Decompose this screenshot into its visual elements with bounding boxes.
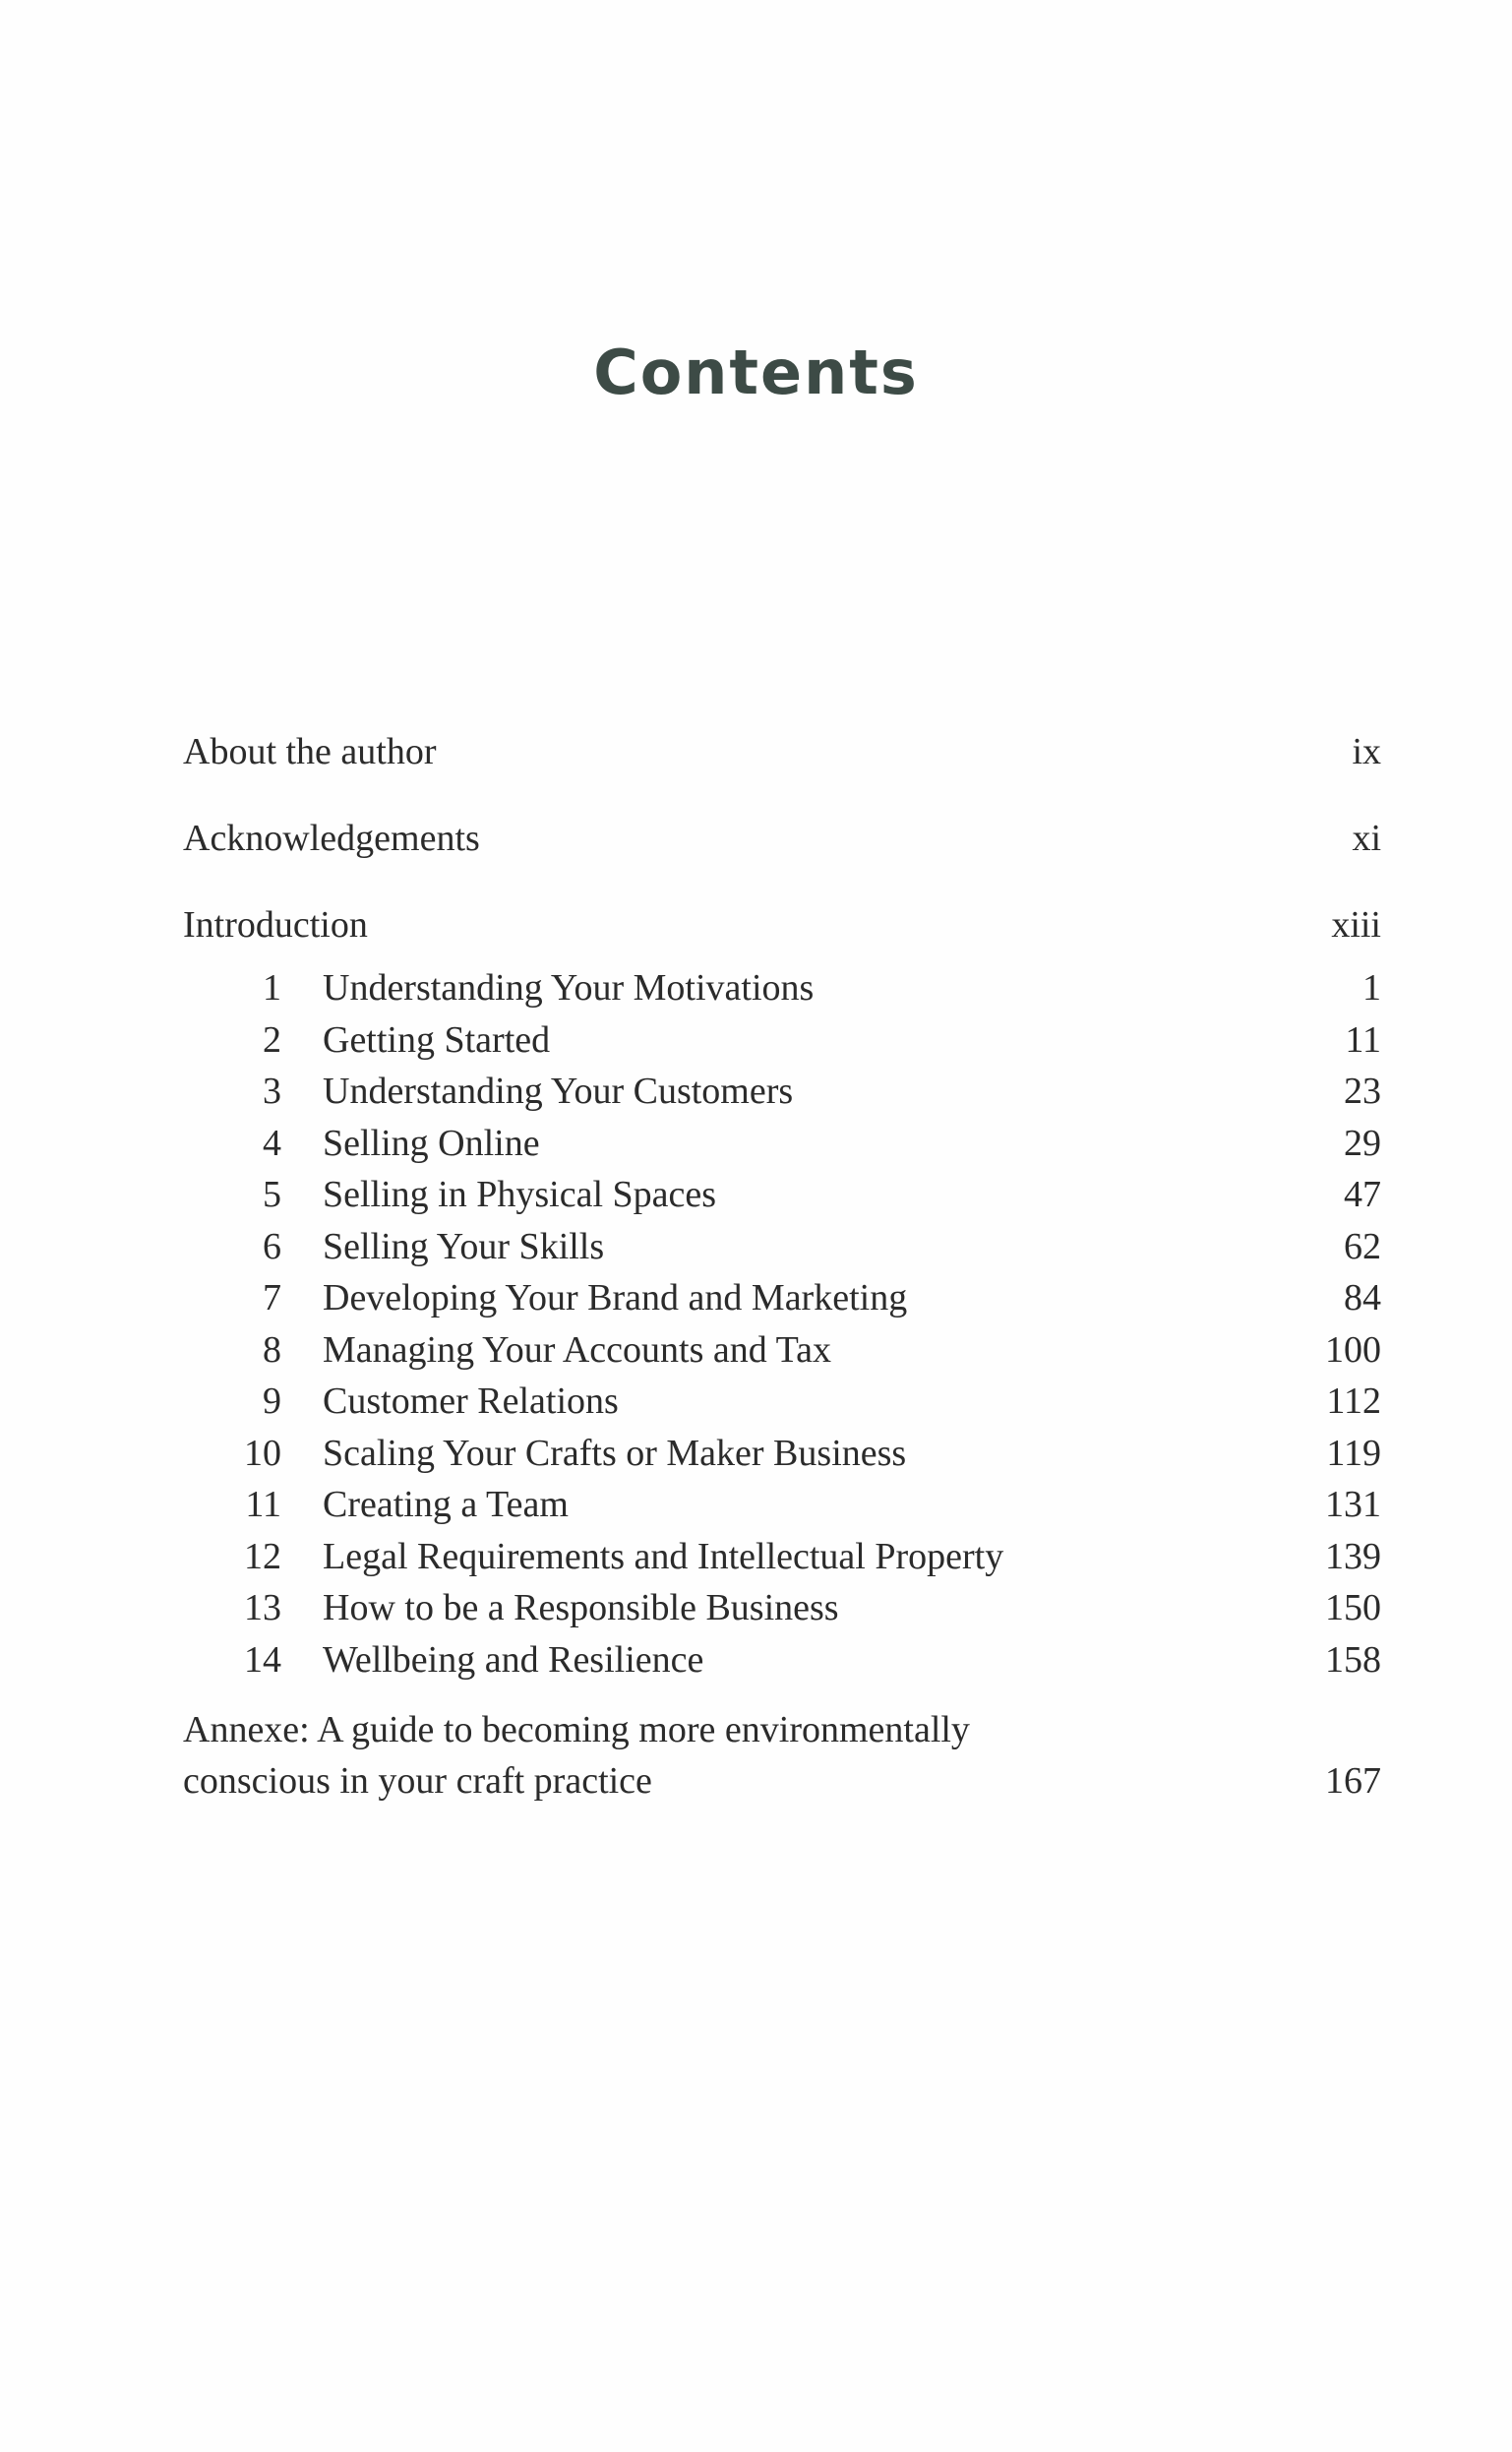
chapter-page: 11 <box>1345 1019 1381 1061</box>
chapter-number: 2 <box>263 1019 281 1061</box>
toc-chapter-8[interactable] <box>183 1324 1381 1376</box>
toc-chapter-2[interactable] <box>183 1014 1381 1066</box>
toc-entry-page: xiii <box>1331 904 1381 946</box>
chapter-number: 9 <box>263 1380 281 1422</box>
toc-chapter-6[interactable] <box>183 1221 1381 1272</box>
toc-entry-annexe[interactable] <box>183 1704 1381 1755</box>
chapter-page: 131 <box>1325 1484 1381 1525</box>
toc-entry-label: Acknowledgements <box>183 818 480 859</box>
chapter-page: 1 <box>1362 967 1381 1009</box>
chapter-number: 12 <box>244 1536 281 1577</box>
chapter-number: 11 <box>245 1484 281 1525</box>
toc-chapter-4[interactable] <box>183 1118 1381 1169</box>
chapter-page: 84 <box>1344 1277 1381 1318</box>
chapter-title: Developing Your Brand and Marketing <box>323 1277 908 1318</box>
page-title: Contents <box>593 337 919 408</box>
chapter-page: 150 <box>1325 1587 1381 1628</box>
toc-chapter-14[interactable] <box>183 1634 1381 1686</box>
chapter-title: Wellbeing and Resilience <box>323 1639 704 1681</box>
toc-entry-label: Introduction <box>183 904 368 946</box>
toc-chapter-11[interactable] <box>183 1479 1381 1530</box>
toc-chapter-12[interactable] <box>183 1531 1381 1582</box>
chapter-number: 7 <box>263 1277 281 1318</box>
toc-entry-label: About the author <box>183 731 437 772</box>
chapter-title: Legal Requirements and Intellectual Property <box>323 1536 1004 1577</box>
chapter-title: Selling Your Skills <box>323 1226 605 1267</box>
chapter-title: Customer Relations <box>323 1380 619 1422</box>
chapter-title: Understanding Your Motivations <box>323 967 815 1009</box>
toc-chapter-13[interactable] <box>183 1582 1381 1633</box>
toc-entry-annexe-continued[interactable] <box>183 1755 1381 1807</box>
toc-entry-page: ix <box>1352 731 1381 772</box>
chapter-page: 158 <box>1325 1639 1381 1681</box>
toc-entry-introduction[interactable] <box>183 899 1381 950</box>
toc-chapter-5[interactable] <box>183 1169 1381 1220</box>
chapter-number: 6 <box>263 1226 281 1267</box>
chapter-page: 100 <box>1325 1329 1381 1371</box>
chapter-page: 119 <box>1326 1433 1381 1474</box>
chapter-page: 112 <box>1326 1380 1381 1422</box>
chapter-title: Selling Online <box>323 1123 540 1164</box>
chapter-number: 8 <box>263 1329 281 1371</box>
chapter-page: 23 <box>1344 1071 1381 1112</box>
chapter-page: 47 <box>1344 1174 1381 1215</box>
annexe-title-line-1: Annexe: A guide to becoming more environmentally <box>183 1709 970 1750</box>
toc-entry-page: xi <box>1352 818 1381 859</box>
chapter-number: 13 <box>244 1587 281 1628</box>
chapter-title: Scaling Your Crafts or Maker Business <box>323 1433 907 1474</box>
chapter-title: How to be a Responsible Business <box>323 1587 839 1628</box>
toc-chapter-7[interactable] <box>183 1272 1381 1323</box>
chapter-number: 4 <box>263 1123 281 1164</box>
toc-chapter-9[interactable] <box>183 1376 1381 1427</box>
chapter-page: 29 <box>1344 1123 1381 1164</box>
chapter-title: Selling in Physical Spaces <box>323 1174 717 1215</box>
chapter-number: 10 <box>244 1433 281 1474</box>
chapter-title: Getting Started <box>323 1019 551 1061</box>
annexe-page: 167 <box>1325 1760 1381 1802</box>
toc-entry-acknowledgements[interactable] <box>183 813 1381 864</box>
toc-chapter-10[interactable] <box>183 1428 1381 1479</box>
chapter-page: 62 <box>1344 1226 1381 1267</box>
chapter-number: 14 <box>244 1639 281 1681</box>
chapter-page: 139 <box>1325 1536 1381 1577</box>
chapter-title: Managing Your Accounts and Tax <box>323 1329 831 1371</box>
chapter-number: 5 <box>263 1174 281 1215</box>
chapter-number: 1 <box>263 967 281 1009</box>
chapter-title: Creating a Team <box>323 1484 569 1525</box>
toc-chapter-3[interactable] <box>183 1066 1381 1117</box>
toc-entry-about-author[interactable] <box>183 726 1381 777</box>
chapter-title: Understanding Your Customers <box>323 1071 794 1112</box>
chapter-number: 3 <box>263 1071 281 1112</box>
annexe-title-line-2: conscious in your craft practice <box>183 1760 652 1802</box>
toc-chapter-1[interactable] <box>183 962 1381 1013</box>
